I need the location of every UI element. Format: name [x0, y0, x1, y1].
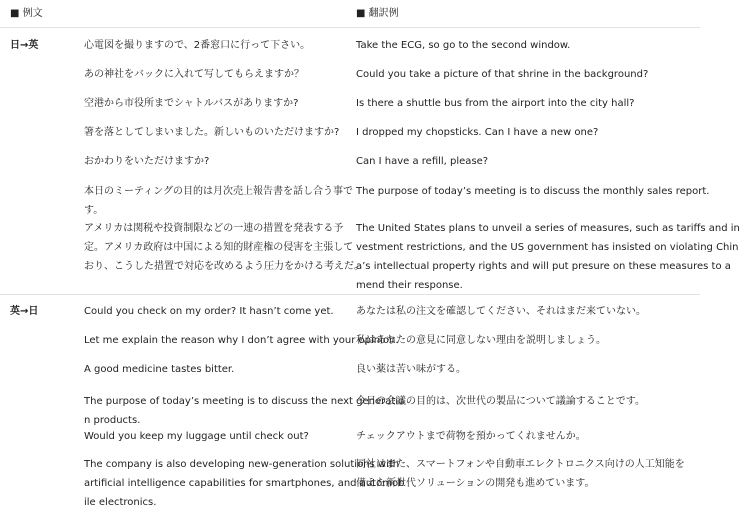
- example-sentence: [84, 123, 346, 142]
- translation-sentence: [356, 427, 694, 446]
- example-sentence: [84, 65, 346, 84]
- translation-sentence: [356, 152, 694, 171]
- section-label: 日→英: [10, 40, 39, 51]
- example-sentence: [84, 152, 346, 171]
- text-line: 心電図を撮りますので、2番窓口に行って下さい。: [84, 40, 311, 51]
- text-line: artificial intelligence capabilities for smartphones, and automob: [84, 478, 405, 489]
- example-sentence: [84, 331, 399, 350]
- text-line: The purpose of today’s meeting is to discuss the next generatio: [84, 396, 405, 407]
- translation-sentence: [356, 302, 694, 321]
- text-line: The purpose of today’s meeting is to discuss the monthly sales report.: [356, 186, 710, 197]
- text-line: vestment restrictions, and the US government has insisted on violating Chin: [356, 242, 739, 253]
- text-line: The United States plans to unveil a series of measures, such as tariffs and in: [356, 223, 740, 234]
- text-line: 箸を落としてしまいました。新しいものいただけますか?: [84, 127, 340, 138]
- translation-sentence: [356, 455, 694, 493]
- example-sentence: [84, 182, 353, 220]
- text-line: A good medicine tastes bitter.: [84, 364, 235, 375]
- text-line: チェックアウトまで荷物を預かってくれませんか。: [356, 431, 586, 442]
- example-sentence: [84, 455, 405, 512]
- text-line: Can I have a refill, please?: [356, 156, 489, 167]
- example-sentence: [84, 360, 346, 379]
- text-line: Could you check on my order? It hasn’t come yet.: [84, 306, 334, 317]
- text-line: 良い薬は苦い味がする。: [356, 364, 466, 375]
- text-line: 本日のミーティングの目的は月次売上報告書を話し合う事で: [84, 186, 353, 197]
- example-sentence: [84, 392, 405, 430]
- text-line: Would you keep my luggage until check out?: [84, 431, 309, 442]
- translation-sentence: [356, 392, 694, 411]
- translation-sentence: [356, 94, 694, 113]
- text-line: ile electronics.: [84, 497, 157, 508]
- text-line: あなたは私の注文を確認してください、それはまだ来ていない。: [356, 306, 646, 317]
- text-line: 定。アメリカ政府は中国による知的財産権の侵害を主張して: [84, 242, 354, 253]
- text-line: す。: [84, 205, 104, 216]
- translation-sentence: [356, 360, 694, 379]
- header-translation-example: ■ 翻訳例: [356, 8, 399, 19]
- example-sentence: [84, 36, 346, 55]
- example-sentence: [84, 219, 364, 276]
- text-line: おり、こうした措置で対応を改めるよう圧力をかける考えだ。: [84, 261, 364, 272]
- translation-sentence: [356, 123, 694, 142]
- translation-sentence: [356, 65, 694, 84]
- text-line: Could you take a picture of that shrine in the background?: [356, 69, 649, 80]
- text-line: I dropped my chopsticks. Can I have a new one?: [356, 127, 599, 138]
- translation-sentence: [356, 182, 710, 201]
- text-line: アメリカは関税や投資制限などの一連の措置を発表する予: [84, 223, 344, 234]
- text-line: 私はあなたの意見に同意しない理由を説明しましょう。: [356, 335, 606, 346]
- text-line: a’s intellectual property rights and will put presure on these measures to a: [356, 261, 731, 272]
- text-line: 空港から市役所までシャトルバスがありますか?: [84, 98, 299, 109]
- text-line: Let me explain the reason why I don’t agree with your opinion.: [84, 335, 399, 346]
- text-line: 今日の会議の目的は、次世代の製品について議論することです。: [356, 396, 645, 407]
- example-sentence: [84, 94, 346, 113]
- text-line: n products.: [84, 415, 141, 426]
- section-label: 英→日: [10, 306, 39, 317]
- example-sentence: [84, 302, 346, 321]
- text-line: The company is also developing new-generation solutions with: [84, 459, 400, 470]
- header-divider: [0, 27, 700, 28]
- text-line: あの神社をバックに入れて写してもらえますか？: [84, 69, 304, 80]
- text-line: 同社はまた、スマートフォンや自動車エレクトロニクス向けの人工知能を: [356, 459, 685, 470]
- text-line: mend their response.: [356, 280, 463, 291]
- translation-sentence: [356, 219, 740, 295]
- translation-sentence: [356, 36, 694, 55]
- text-line: おかわりをいただけますか?: [84, 156, 210, 167]
- example-sentence: [84, 427, 346, 446]
- translation-sentence: [356, 331, 694, 350]
- text-line: 備えた新世代ソリューションの開発も進めています。: [356, 478, 595, 489]
- text-line: Take the ECG, so go to the second window.: [356, 40, 571, 51]
- text-line: Is there a shuttle bus from the airport into the city hall?: [356, 98, 635, 109]
- header-example-sentence: ■ 例文: [10, 8, 43, 19]
